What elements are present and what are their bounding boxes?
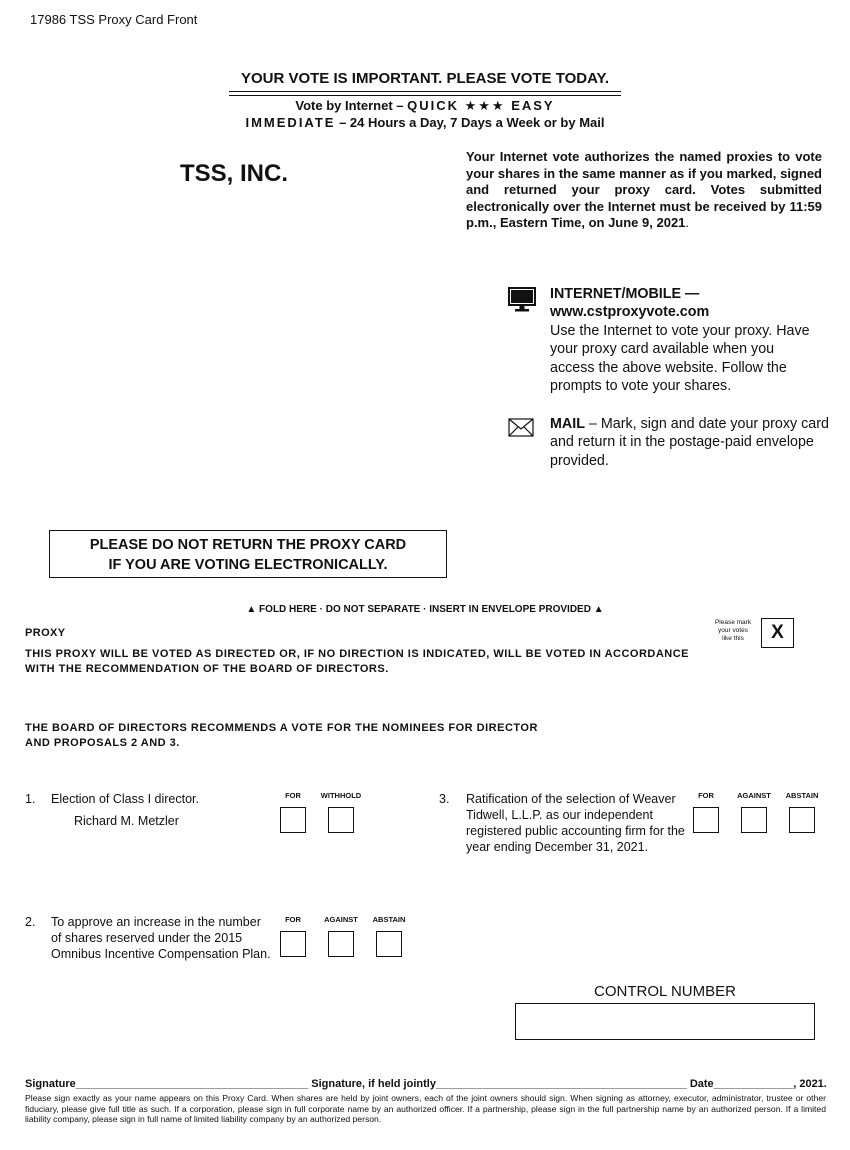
proposal-1-for-checkbox[interactable] [280,807,306,833]
proposal-2-abstain-header: ABSTAIN [372,915,406,924]
headline-rule-bottom [229,95,621,96]
proposal-2-line: Omnibus Incentive Compensation Plan. [51,947,271,961]
mail-voting-section [550,415,830,470]
availability-text: – 24 Hours a Day, 7 Days a Week or by Mail [335,115,605,130]
date-year-suffix: , 2021. [793,1078,827,1090]
monitor-icon [508,287,536,318]
proposal-1-number: 1. [25,792,36,806]
proposal-2-line: To approve an increase in the number [51,915,261,929]
proposal-3-line: year ending December 31, 2021. [466,840,649,854]
voting-website-link[interactable]: www.cstproxyvote.com [550,304,710,321]
immediate-label: IMMEDIATE [245,115,336,130]
quick-easy-label: QUICK ★★★ EASY [407,98,555,113]
date-label: Date [686,1078,714,1090]
internet-authorization-text [466,149,822,232]
mail-instructions: – Mark, sign and date your proxy card and return it in the postage-paid envelope provided. [550,416,829,469]
fold-instruction: ▲ FOLD HERE · DO NOT SEPARATE · INSERT IN ENVELOPE PROVIDED ▲ [246,604,604,615]
internet-mobile-title: INTERNET/MOBILE — [550,286,700,302]
mark-note-line: Please mark [714,619,752,626]
mail-title: MAIL [550,416,585,432]
proposal-3-text [466,791,696,855]
envelope-icon [508,418,534,443]
proposal-3-for-checkbox[interactable] [693,807,719,833]
vote-availability-line [0,115,850,130]
mark-example-box: X [761,618,794,648]
proposal-3-number: 3. [439,792,450,806]
signature-instructions: Please sign exactly as your name appears on this Proxy Card. When shares are held by joint owners, each of the joint owners should sign. When signing as attorney, executor, administrator, trustee or other fiduciary, please give full title as such. If a corporation, please sign in full corporate name by an authorized officer. If a partnership, please sign in the full partnership name by an authorized person. If a limited liability company, please sign in full name of limited liability company by an authorized person. [25,1093,826,1124]
company-name: TSS, INC. [180,160,289,187]
proposal-2-for-checkbox[interactable] [280,931,306,957]
proposal-3-line: registered public accounting firm for the [466,824,685,838]
proxy-direction-text: THIS PROXY WILL BE VOTED AS DIRECTED OR, IF NO DIRECTION IS INDICATED, WILL BE VOTED IN ACCORDANCE WITH THE RECOMMENDATION OF THE BOARD OF DIRECTORS. [25,648,690,675]
headline-rule-top [229,91,621,92]
proposal-3-line: Tidwell, L.L.P. as our independent [466,808,653,822]
internet-voting-section [550,285,820,395]
signature-line [25,1078,825,1090]
board-recommendation-line-2: AND PROPOSALS 2 AND 3. [25,737,180,749]
vote-by-internet-label: Vote by Internet – [295,98,404,113]
board-recommendation [25,721,645,751]
signature-label: Signature [25,1078,76,1090]
proposal-1-text: Election of Class I director. [51,792,199,806]
electronic-voting-notice [49,530,447,578]
proposal-3-abstain-checkbox[interactable] [789,807,815,833]
proposal-3-abstain-header: ABSTAIN [785,791,819,800]
mark-note-line: like this [722,635,744,642]
proposal-1-withhold-checkbox[interactable] [328,807,354,833]
proposal-3-line: Ratification of the selection of Weaver [466,792,676,806]
authorization-body: Your Internet vote authorizes the named proxies to vote your shares in the same manner as if you marked, signed and returned your proxy card. Votes submitted electronically over the Internet must be received by 11:59 p.m., Eastern Time, on June 9, 2021 [466,149,822,231]
mark-instruction [706,619,760,643]
joint-signature-blank[interactable]: _________________________________________ [435,1078,687,1090]
proxy-label: PROXY [25,627,66,639]
joint-signature-label: Signature, if held jointly [308,1078,436,1090]
board-recommendation-line-1: THE BOARD OF DIRECTORS RECOMMENDS A VOTE FOR THE NOMINEES FOR DIRECTOR [25,722,538,734]
vote-headline: YOUR VOTE IS IMPORTANT. PLEASE VOTE TODAY. [240,70,610,87]
control-number-label: CONTROL NUMBER [594,983,736,1000]
mark-note-line: your votes [718,627,748,634]
proposal-1-nominee: Richard M. Metzler [74,814,179,828]
proposal-3-for-header: FOR [698,791,714,800]
vote-methods-line [0,98,850,114]
notice-line-1: PLEASE DO NOT RETURN THE PROXY CARD [89,537,407,553]
proposal-2-text [51,914,281,962]
proposal-1-withhold-header: WITHHOLD [320,791,362,800]
document-id: 17986 TSS Proxy Card Front [30,12,198,27]
signature-blank[interactable]: ______________________________________ [75,1078,309,1090]
notice-line-2: IF YOU ARE VOTING ELECTRONICALLY. [108,556,388,573]
proposal-2-line: of shares reserved under the 2015 [51,931,243,945]
internet-instructions: Use the Internet to vote your proxy. Have your proxy card available when you access the above website. Follow the prompts to vote your shares. [550,322,810,395]
proposal-3-against-header: AGAINST [737,791,771,800]
proposal-2-for-header: FOR [285,915,301,924]
proposal-2-number: 2. [25,915,36,929]
proposal-3-against-checkbox[interactable] [741,807,767,833]
proposal-2-abstain-checkbox[interactable] [376,931,402,957]
date-blank[interactable]: _____________ [713,1078,794,1090]
authorization-period: . [685,215,690,231]
proposal-1-for-header: FOR [285,791,301,800]
proposal-2-against-header: AGAINST [324,915,358,924]
proposal-2-against-checkbox[interactable] [328,931,354,957]
control-number-field[interactable] [515,1003,815,1040]
